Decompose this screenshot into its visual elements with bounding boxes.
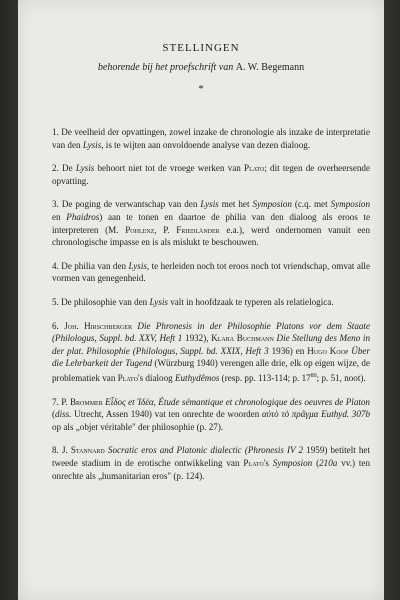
thesis-text-segment: met het	[218, 199, 253, 210]
thesis-text-segment: Plato	[244, 163, 265, 174]
thesis-text-segment: Εἶδος et Ἰδέα, Étude sémantique et chronologique des oeuvres de Platon	[105, 396, 370, 407]
thesis-number: 6.	[52, 320, 59, 331]
thesis-item	[52, 162, 370, 187]
thesis-item	[52, 444, 370, 482]
thesis-text-segment: op als „objet véritable" der philosophie (p. 27).	[52, 421, 224, 432]
thesis-text-segment: Symposion	[252, 199, 292, 210]
thesis-text-segment: ; dit tegen de overheersende opvatting.	[52, 163, 370, 186]
thesis-text-segment: P. Brommer	[61, 396, 103, 407]
page-subtitle	[18, 62, 384, 73]
thesis-number: 3.	[52, 199, 59, 210]
thesis-text-segment: Symposion	[330, 199, 370, 210]
thesis-text-segment: (	[312, 457, 320, 468]
thesis-text-segment: Socratic eros and Platonic dialectic (Phronesis IV 2	[107, 445, 304, 456]
thesis-text-segment: (Würzburg 1940) verengen alle drie, elk op eigen wijze, de problematiek van	[52, 358, 370, 383]
thesis-text-segment: 1936) en	[268, 345, 308, 356]
thesis-text-segment: Lysis	[82, 139, 102, 150]
thesis-number: 5.	[52, 296, 59, 307]
thesis-text-segment: De	[62, 163, 76, 174]
thesis-number: 7.	[52, 396, 59, 407]
thesis-text-segment: Symposion	[272, 457, 313, 468]
thesis-text-segment: 80	[310, 372, 317, 379]
thesis-text-segment: Plato	[117, 372, 138, 383]
thesis-number: 4.	[52, 260, 59, 271]
thesis-text-segment: vv.) ten onrechte als „humanitarian eros" (p. 124).	[52, 457, 370, 481]
thesis-text-segment: Lysis	[200, 199, 219, 210]
thesis-number: 1.	[52, 127, 59, 137]
thesis-text-segment: behoort niet tot de vroege werken van	[94, 163, 245, 174]
thesis-text-segment: en	[52, 211, 67, 222]
ornament-asterisk: *	[198, 84, 204, 95]
thesis-text-segment: Euthyd. 307b	[321, 409, 370, 420]
document-page	[18, 0, 384, 600]
thesis-number: 2.	[52, 163, 59, 174]
thesis-text-segment: , is te wijten aan onvoldoende analyse van dezen dialoog.	[101, 139, 311, 150]
thesis-text-segment: ; p. 51, noot).	[316, 372, 366, 383]
thesis-text-segment: Hugo Koop	[307, 345, 349, 356]
thesis-text-segment: Lysis	[75, 163, 95, 174]
thesis-text-segment: Klara Buchmann	[211, 333, 274, 344]
thesis-text-segment: diss.	[55, 409, 72, 420]
thesis-text-segment: , te herleiden noch tot eroos noch tot vriendschap, omvat alle vormen van genegenheid.	[52, 260, 370, 284]
thesis-text-segment: De philosophie van den	[61, 296, 150, 307]
thesis-number: 8.	[52, 445, 59, 456]
thesis-text-segment: Utrecht, Assen 1940) vat ten onrechte de woorden	[71, 409, 262, 420]
thesis-text-segment: Lysis	[128, 260, 147, 271]
thesis-text-segment: ) aan te tonen en daartoe de philia van den dialoog als eroos te interpreteren (M.	[52, 211, 370, 235]
thesis-text-segment: Joh. Hirschberger	[64, 320, 132, 331]
subtitle-prefix: behorende bij het proefschrift van	[97, 62, 234, 73]
thesis-text-segment: Die Stellung des Meno in der plat. Philosophie (Philologus, Suppl. bd. XXIX, Heft 3	[52, 333, 370, 356]
theses-list	[52, 126, 370, 493]
author-name: A. W. Begemann	[235, 62, 305, 73]
thesis-text-segment: Euthydêmos	[174, 372, 220, 383]
thesis-text-segment: Plato	[243, 457, 264, 468]
thesis-text-segment: 's	[263, 457, 273, 468]
thesis-text-segment: De philia van den	[61, 260, 129, 271]
thesis-text-segment: Friedländer	[176, 224, 220, 235]
thesis-text-segment: 210a	[319, 457, 338, 468]
thesis-item	[52, 320, 370, 385]
thesis-text-segment: J. Stannard	[61, 445, 105, 456]
thesis-text-segment: De poging de verwantschap van den	[61, 199, 201, 210]
thesis-text-segment: αὐτὸ τὸ πρᾶγμα	[261, 409, 319, 420]
thesis-text-segment: Phaidros	[66, 211, 100, 222]
thesis-text-segment: , P.	[154, 224, 177, 235]
thesis-text-segment: 's dialoog	[137, 372, 175, 383]
thesis-text-segment: (c.q. met	[291, 199, 331, 210]
page-title: STELLINGEN	[162, 42, 240, 54]
thesis-text-segment: Pohlenz	[125, 224, 155, 235]
thesis-item	[52, 198, 370, 248]
thesis-item	[52, 260, 370, 285]
thesis-text-segment: Die Phronesis in der Philosophie Platons vor dem Staate (Philologus, Suppl. bd. XXV, Heft 1	[52, 320, 370, 344]
thesis-text-segment: (	[52, 409, 56, 420]
thesis-text-segment: (resp. pp. 113-114; p. 17	[219, 372, 311, 383]
thesis-text-segment: 1932),	[182, 333, 212, 344]
thesis-text-segment: valt in hoofdzaak te typeren als relatielogica.	[167, 296, 334, 307]
thesis-item	[52, 126, 370, 151]
thesis-item	[52, 396, 370, 434]
thesis-text-segment: 1959) betitelt het tweede stadium in de erotische ontwikkeling van	[52, 445, 370, 468]
thesis-item	[52, 296, 370, 309]
thesis-text-segment: e.a.), werd ondernomen vanuit een chronologische impasse en is als mislukt te beschouwen.	[52, 224, 370, 248]
thesis-text-segment: De veelheid der opvattingen, zowel inzake de chronologie als inzake de interpretatie van den	[52, 127, 370, 150]
thesis-text-segment: Lysis	[149, 296, 168, 307]
thesis-text-segment: Über die Lehrbarkeit der Tugend	[52, 345, 370, 369]
